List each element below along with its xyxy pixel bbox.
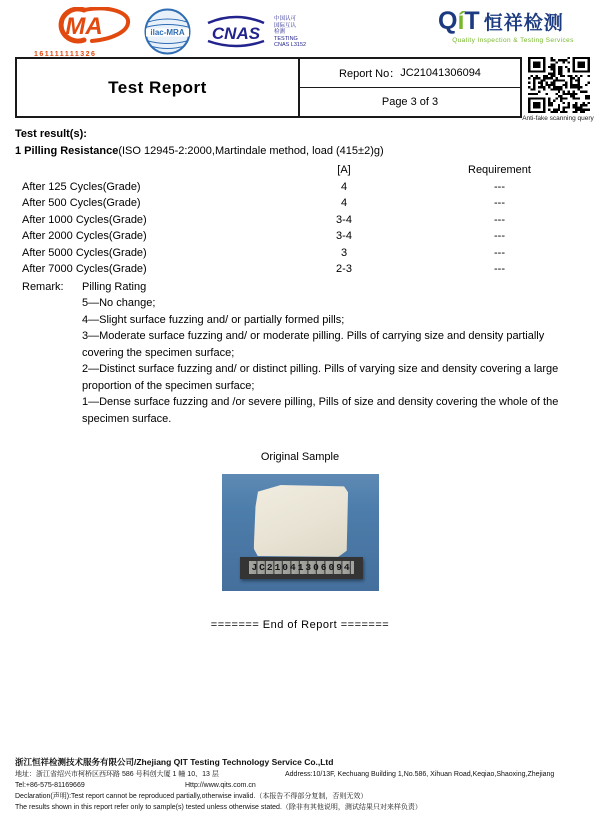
cnas-mark-icon [203, 14, 269, 48]
report-title: Test Report [17, 59, 300, 116]
address-en: Address:10/13F, Kechuang Building 1,No.586, Xihuan Road,Keqiao,Shaoxing,Zhejiang [285, 771, 555, 778]
column-a-header: [A] [337, 164, 351, 176]
remark-line: 5—No change; [82, 297, 156, 309]
remark-content [82, 279, 585, 428]
end-of-report: ======= End of Report ======= [210, 618, 390, 631]
cma-logo [32, 7, 132, 58]
result-row: After 500 Cycles(Grade) 4 --- [22, 197, 505, 209]
website: Http://www.qits.com.cn [185, 782, 256, 789]
qit-tagline: Quality Inspection & Testing Services [452, 37, 574, 44]
remark-line: 2—Distinct surface fuzzing and/ or distinct pilling. Pills of varying size and density covering a large proportion of the specimen surface; [82, 363, 559, 392]
result-row: After 1000 Cycles(Grade) 3-4 --- [22, 213, 505, 226]
cnas-accreditation-text: 中国认可 国际互认 检测 TESTING CNAS L3152 [274, 16, 307, 48]
svg-text:ilac-MRA: ilac-MRA [150, 28, 185, 37]
report-no-value: JC21041306094 [400, 66, 481, 79]
remark-line: 4—Slight surface fuzzing and/ or partially formed pills; [82, 313, 345, 326]
report-body [15, 126, 585, 633]
title-block [15, 57, 522, 118]
result-row: After 125 Cycles(Grade) 4 --- [22, 180, 505, 193]
qit-logotype: QíT [438, 7, 480, 35]
results-note: The results shown in this report refer only to sample(s) tested unless otherwise stated.（除非有其他说明，测试结果只对来样负责） [15, 804, 422, 811]
result-row: After 2000 Cycles(Grade) 3-4 --- [22, 230, 505, 242]
svg-text:CNAS: CNAS [211, 24, 261, 43]
report-number-row [300, 59, 520, 88]
ilac-mra-globe-icon [144, 8, 191, 55]
sample-id-tiles: JC21041306094 [251, 561, 352, 573]
fabric-specimen [252, 482, 350, 559]
cnas-logo [203, 14, 306, 49]
cma-stamp-icon [32, 7, 132, 45]
results-header-row [15, 162, 585, 179]
footer [15, 756, 585, 813]
sample-id-plate [240, 557, 362, 579]
remark-label: Remark: [22, 280, 64, 293]
qit-company-logo [438, 8, 588, 44]
company-name: 浙江恒祥检测技术服务有限公司/Zhejiang QIT Testing Technology Service Co.,Ltd [15, 757, 334, 767]
sample-photo [222, 474, 379, 591]
svg-text:MA: MA [65, 13, 103, 40]
qr-caption: Anti-fake scanning query [522, 115, 594, 122]
qr-code [528, 57, 590, 113]
address-cn: 地址：浙江省绍兴市柯桥区西环路 586 号科创大厦 1 幢 10、13 层 [15, 771, 219, 778]
report-no-label: Report No： [339, 67, 401, 80]
cma-license-number: 161111111326 [34, 51, 97, 58]
remark-line: 3—Moderate surface fuzzing and/ or moderate pilling. Pills of carrying size and density partially covering the specimen surface; [82, 330, 545, 359]
ilac-mra-logo [144, 8, 191, 55]
tel: Tel:+86-575-81169669 [15, 782, 85, 789]
test-item-title: 1 Pilling Resistance(ISO 12945-2:2000,Martindale method, load (415±2)g) [15, 144, 384, 157]
remark-block [15, 279, 585, 428]
page-indicator: Page 3 of 3 [381, 95, 439, 108]
test-results-heading: Test result(s): [15, 128, 87, 140]
qit-leaf-accent: í [457, 7, 465, 35]
remark-line: Pilling Rating [82, 280, 147, 293]
qit-chinese-name: 恒祥检测 [483, 13, 564, 34]
accreditation-logos [32, 7, 306, 58]
result-row: After 7000 Cycles(Grade) 2-3 --- [22, 263, 505, 275]
requirement-header: Requirement [468, 164, 531, 176]
declaration: Declaration(声明):Test report cannot be reproduced partially,otherwise invalid.（本报告不得部分复制，否则无效） [15, 793, 368, 800]
result-row: After 5000 Cycles(Grade) 3 --- [22, 246, 505, 259]
sample-photo-caption: Original Sample [260, 451, 340, 463]
remark-line: 1—Dense surface fuzzing and /or severe pilling, Pills of size and density covering the whole of the specimen surface. [82, 396, 559, 425]
